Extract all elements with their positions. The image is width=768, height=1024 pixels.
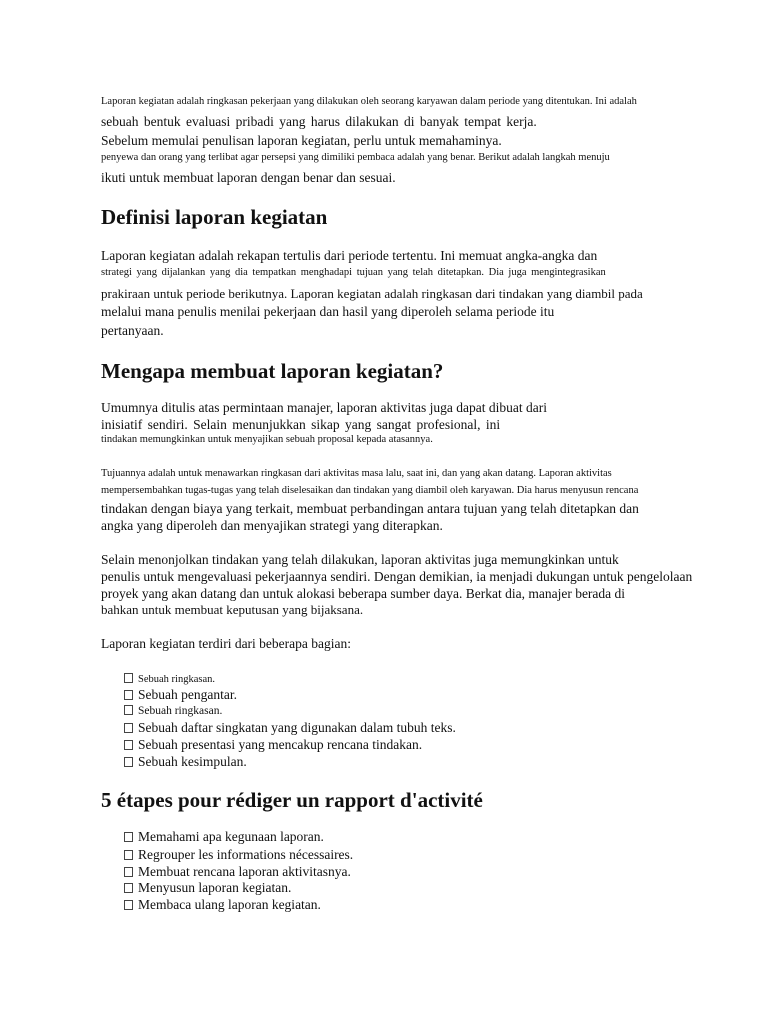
list-item [124,881,291,895]
section1-line-2: strategi yang dijalankan yang dia tempatkan menghadapi tujuan yang telah ditetapkan. Dia juga mengintegrasikan [101,267,606,278]
list-item [124,721,456,735]
intro-line-4: penyewa dan orang yang terlibat agar persepsi yang dimiliki pembaca adalah yang benar. Berikut adalah langkah menuju [101,152,610,163]
list-item-label: Membaca ulang laporan kegiatan. [138,897,321,912]
section1-line-5: pertanyaan. [101,323,164,338]
checkbox-bullet-icon [124,740,133,750]
list-item [124,848,353,862]
list-item [124,738,422,752]
section2-p1-line-2: inisiatif sendiri. Selain menunjukkan sikap yang sangat profesional, ini [101,417,501,432]
list-item-label: Menyusun laporan kegiatan. [138,880,292,895]
section1-line-1: Laporan kegiatan adalah rekapan tertulis dari periode tertentu. Ini memuat angka-angka dan [101,248,598,263]
list-item [124,755,247,769]
section2-p2-line-1: Tujuannya adalah untuk menawarkan ringkasan dari aktivitas masa lalu, saat ini, dan yang akan datang. Laporan aktivitas [101,468,612,479]
list-item-label: Membuat rencana laporan aktivitasnya. [138,864,351,879]
section-heading-etapes: 5 étapes pour rédiger un rapport d'activité [101,788,483,812]
section2-p2-line-2: mempersembahkan tugas-tugas yang telah diselesaikan dan tindakan yang diambil oleh karyawan. Dia harus menyusun rencana [101,485,639,496]
checkbox-bullet-icon [124,723,133,733]
section2-p2-line-3: tindakan dengan biaya yang terkait, membuat perbandingan antara tujuan yang telah ditetapkan dan [101,501,639,516]
section2-p3-line-3: proyek yang akan datang dan untuk alokasi beberapa sumber daya. Berkat dia, manajer berada di [101,586,626,601]
list-item-label: Memahami apa kegunaan laporan. [138,829,324,844]
list-item-label: Sebuah ringkasan. [138,674,215,685]
section1-line-3: prakiraan untuk periode berikutnya. Laporan kegiatan adalah ringkasan dari tindakan yang diambil pada [101,286,643,301]
checkbox-bullet-icon [124,705,133,715]
list-item [124,673,215,686]
intro-line-2: sebuah bentuk evaluasi pribadi yang harus dilakukan di banyak tempat kerja. [101,114,537,129]
checkbox-bullet-icon [124,673,133,683]
list-item-label: Sebuah presentasi yang mencakup rencana tindakan. [138,737,423,752]
list-item-label: Sebuah ringkasan. [138,705,223,717]
intro-line-5: ikuti untuk membuat laporan dengan benar dan sesuai. [101,170,396,185]
section2-p1-line-3: tindakan memungkinkan untuk menyajikan sebuah proposal kepada atasannya. [101,434,433,445]
checkbox-bullet-icon [124,900,133,910]
section-heading-definisi: Definisi laporan kegiatan [101,205,328,229]
section-heading-mengapa: Mengapa membuat laporan kegiatan? [101,359,444,383]
section2-p2-line-4: angka yang diperoleh dan menyajikan strategi yang diterapkan. [101,518,443,533]
list-item [124,688,237,702]
section2-p1-line-1: Umumnya ditulis atas permintaan manajer, laporan aktivitas juga dapat dibuat dari [101,400,547,415]
list-item-label: Regrouper les informations nécessaires. [138,847,354,862]
checkbox-bullet-icon [124,883,133,893]
section2-p3-line-2: penulis untuk mengevaluasi pekerjaannya sendiri. Dengan demikian, ia menjadi dukungan untuk pengelolaan [101,569,693,584]
checkbox-bullet-icon [124,832,133,842]
list-item-label: Sebuah pengantar. [138,687,237,702]
section2-p4: Laporan kegiatan terdiri dari beberapa bagian: [101,636,352,651]
section1-line-4: melalui mana penulis menilai pekerjaan dan hasil yang diperoleh selama periode itu [101,304,555,319]
list-item-label: Sebuah daftar singkatan yang digunakan dalam tubuh teks. [138,720,456,735]
list-item-label: Sebuah kesimpulan. [138,754,247,769]
intro-line-1: Laporan kegiatan adalah ringkasan pekerjaan yang dilakukan oleh seorang karyawan dalam periode yang ditentukan. Ini adalah [101,96,637,107]
list-item [124,898,321,912]
list-item [124,705,222,718]
list-item [124,830,324,844]
checkbox-bullet-icon [124,690,133,700]
checkbox-bullet-icon [124,757,133,767]
list-item [124,865,351,879]
section2-p3-line-4: bahkan untuk membuat keputusan yang bijaksana. [101,602,364,617]
intro-line-3: Sebelum memulai penulisan laporan kegiatan, perlu untuk memahaminya. [101,133,502,148]
checkbox-bullet-icon [124,850,133,860]
section2-p3-line-1: Selain menonjolkan tindakan yang telah dilakukan, laporan aktivitas juga memungkinkan untuk [101,552,619,567]
checkbox-bullet-icon [124,867,133,877]
